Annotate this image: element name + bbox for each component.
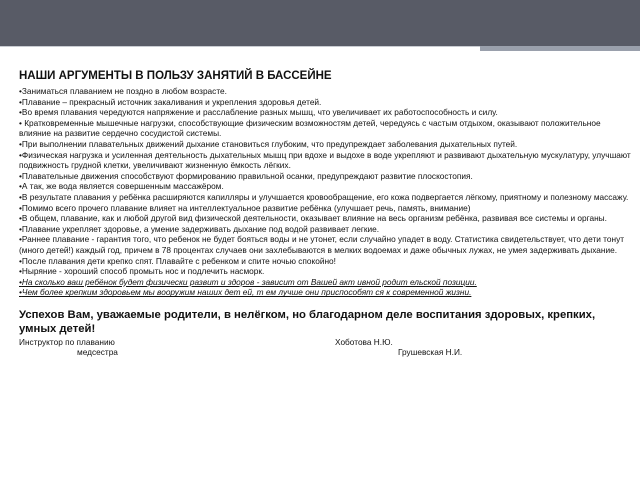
signature-line	[19, 337, 631, 348]
header-band	[0, 0, 640, 46]
list-item: • Заниматься плаванием не поздно в любом возрасте.	[19, 86, 631, 97]
signature-role: Инструктор по плаванию	[19, 336, 115, 347]
list-item: • Плавание укрепляет здоровье, а умение задерживать дыхание под водой развивает легкие.	[19, 224, 631, 235]
signature-line	[19, 347, 631, 358]
list-item: • Помимо всего прочего плавание влияет на интеллектуальное развитие ребёнка (улучшает речь, память, внимание)	[19, 203, 631, 214]
list-item: • Плавание – прекрасный источник закаливания и укрепления здоровья детей.	[19, 97, 631, 108]
signature-name: Хоботова Н.Ю.	[335, 336, 393, 347]
list-item-highlight: • На сколько ваш ребёнок будет физически развит и здоров - зависит от Вашей акт ивной родит ельской позиции.	[19, 277, 631, 288]
list-item: • Плавательные движения способствуют формированию правильной осанки, предупреждают развитие плоскостопия.	[19, 171, 631, 182]
slide-content	[19, 69, 631, 358]
list-item: • В результате плавания у ребёнка расширяются капилляры и улучшается кровообращение, его кожа подвергается лёгкому, приятному и полезному массажу.	[19, 192, 631, 203]
list-item: • Раннее плавание - гарантия того, что ребенок не будет бояться воды и не утонет, если случайно упадет в воду. Статистика свидетельствует, что дети тонут (много детей!) каждый год, причем в 78 процентах случаев они захлебываются в мелких водоемах и даже обычных лужах, не умея задерживать дыхание.	[19, 234, 631, 255]
list-item: • Физическая нагрузка и усиленная деятельность дыхательных мышц при вдохе и выдохе в воде укрепляют и развивают дыхательную мускулатуру, улучшают подвижность грудной клетки, увеличивают жизненную ёмкость лёгких.	[19, 150, 631, 171]
arguments-list	[19, 86, 631, 298]
list-item-highlight: • Чем более крепким здоровьем мы вооружим наших дет ей, т ем лучше они приспособят ся к современной жизни.	[19, 287, 631, 298]
list-item: • Ныряние - хороший способ промыть нос и подлечить насморк.	[19, 266, 631, 277]
closing-message: Успехов Вам, уважаемые родители, в нелёгком, но благодарном деле воспитания здоровых, крепких, умных детей!	[19, 308, 596, 336]
list-item: • Во время плавания чередуются напряжение и расслабление разных мышц, что увеличивает их работоспособность и силу.	[19, 107, 631, 118]
list-item: • При выполнении плавательных движений дыхание становиться глубоким, что предупреждает заболевания дыхательных путей.	[19, 139, 631, 150]
list-item: • А так, же вода является совершенным массажёром.	[19, 181, 631, 192]
page-title: НАШИ АРГУМЕНТЫ В ПОЛЬЗУ ЗАНЯТИЙ В БАССЕЙНЕ	[19, 70, 332, 82]
signature-role: медсестра	[77, 347, 118, 358]
list-item: • В общем, плавание, как и любой другой вид физической деятельности, оказывает влияние на весь организм ребёнка, развивая все системы и органы.	[19, 213, 631, 224]
list-item: • После плавания дети крепко спят. Плавайте с ребенком и спите ночью спокойно!	[19, 256, 631, 267]
signature-name: Грушевская Н.И.	[398, 347, 463, 358]
header-divider	[0, 46, 480, 47]
header-accent	[480, 46, 640, 51]
list-item: • Кратковременные мышечные нагрузки, способствующие физическим возможностям детей, чередуясь с частым отдыхом, оказывают положительное влияние на развитие сердечно сосудистой системы.	[19, 118, 631, 139]
